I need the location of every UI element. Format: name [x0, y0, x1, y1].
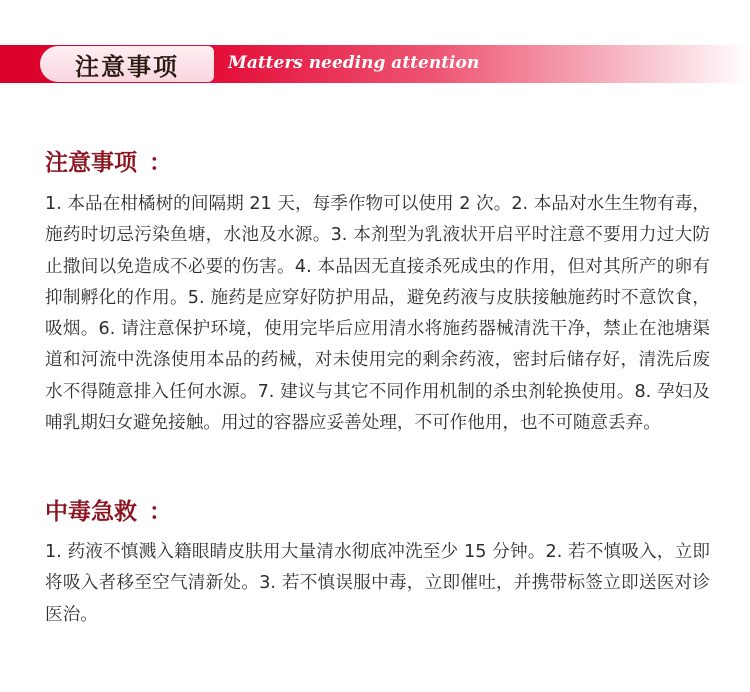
- banner-title: 注意事项: [75, 52, 179, 81]
- precautions-section: [45, 144, 710, 439]
- first-aid-heading-colon: ：: [149, 499, 172, 525]
- precautions-heading-text: 注意事项: [45, 150, 137, 176]
- first-aid-section: [45, 493, 710, 631]
- precautions-heading-colon: ：: [149, 150, 172, 176]
- precautions-body: 1. 本品在柑橘树的间隔期 21 天，每季作物可以使用 2 次。2. 本品对水生生物有毒，施药时切忌污染鱼塘，水池及水源。3. 本剂型为乳液状开启平时注意不要用力过大防止撒间以免造成不必要的伤害。4. 本品因无直接杀死成虫的作用，但对其所产的卵有抑制孵化的作用。5. 施药是应穿好防护用品，避免药液与皮肤接触施药时不意饮食，吸烟。6. 请注意保护环境，使用完毕后应用清水将施药器械清洗干净，禁止在池塘渠道和河流中洗涤使用本品的药械，对未使用完的剩余药液，密封后储存好，清洗后废水不得随意排入任何水源。7. 建议与其它不同作用机制的杀虫剂轮换使用。8. 孕妇及哺乳期妇女避免接触。用过的容器应妥善处理，不可作他用，也不可随意丢弃。: [45, 194, 710, 434]
- banner-title-tab: [40, 46, 214, 82]
- precautions-heading: [45, 144, 710, 177]
- first-aid-heading-text: 中毒急救: [45, 499, 137, 525]
- first-aid-body: 1. 药液不慎溅入籍眼睛皮肤用大量清水彻底冲洗至少 15 分钟。2. 若不慎吸入，立即将吸入者移至空气清新处。3. 若不慎误服中毒，立即催吐，并携带标签立即送医对诊医治。: [45, 542, 710, 625]
- banner-subtitle: Matters needing attention: [228, 53, 480, 73]
- first-aid-heading: [45, 493, 710, 526]
- section-banner: [0, 45, 750, 83]
